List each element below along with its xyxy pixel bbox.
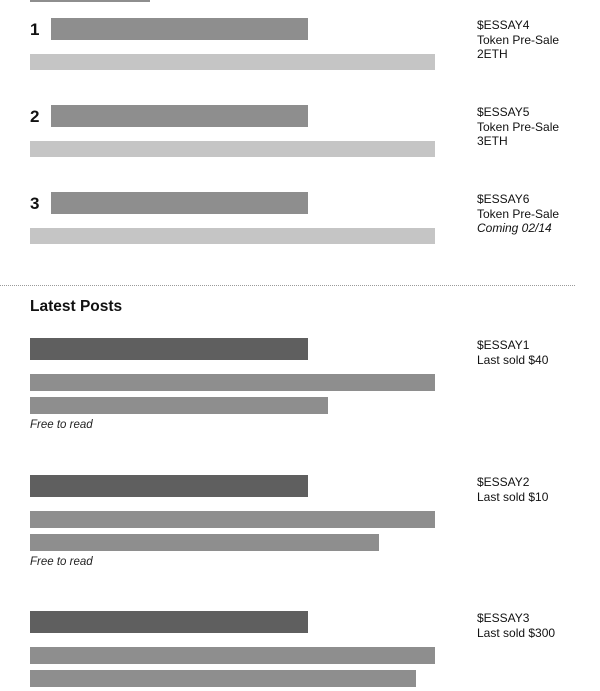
cutoff-heading-fragment bbox=[30, 0, 150, 2]
upcoming-item[interactable] bbox=[0, 192, 600, 272]
sale-type: Token Pre-Sale bbox=[477, 32, 560, 47]
post-excerpt-line bbox=[30, 670, 416, 687]
sale-price: 3ETH bbox=[477, 134, 508, 148]
token-info bbox=[477, 192, 559, 236]
title-placeholder-bar[interactable] bbox=[51, 18, 308, 40]
title-placeholder-bar[interactable] bbox=[51, 192, 308, 214]
token-name: $ESSAY2 bbox=[477, 475, 530, 489]
free-to-read-label: Free to read bbox=[30, 419, 93, 431]
token-name: $ESSAY1 bbox=[477, 338, 530, 352]
post-excerpt-line bbox=[30, 511, 435, 528]
post-title-placeholder-bar[interactable] bbox=[30, 611, 308, 633]
post-excerpt-line bbox=[30, 397, 328, 414]
sale-price: 2ETH bbox=[477, 47, 508, 61]
token-name: $ESSAY3 bbox=[477, 611, 530, 625]
sale-type: Token Pre-Sale bbox=[477, 206, 560, 221]
post-item[interactable] bbox=[0, 338, 600, 448]
title-placeholder-bar[interactable] bbox=[51, 105, 308, 127]
coming-date: Coming 02/14 bbox=[477, 221, 552, 235]
last-sold-price: Last sold $300 bbox=[477, 625, 556, 640]
post-excerpt-line bbox=[30, 647, 435, 664]
post-title-placeholder-bar[interactable] bbox=[30, 338, 308, 360]
token-name: $ESSAY5 bbox=[477, 105, 530, 119]
token-info bbox=[477, 475, 548, 504]
token-info bbox=[477, 338, 548, 367]
sale-type: Token Pre-Sale bbox=[477, 119, 560, 134]
token-info bbox=[477, 611, 555, 640]
rank-number: 2 bbox=[30, 107, 40, 126]
upcoming-item[interactable] bbox=[0, 18, 600, 98]
post-excerpt-line bbox=[30, 534, 379, 551]
post-title-placeholder-bar[interactable] bbox=[30, 475, 308, 497]
upcoming-item[interactable] bbox=[0, 105, 600, 185]
post-item[interactable] bbox=[0, 611, 600, 691]
free-to-read-label: Free to read bbox=[30, 556, 93, 568]
description-placeholder-bar bbox=[30, 141, 435, 157]
rank-number: 3 bbox=[30, 194, 40, 213]
section-divider bbox=[0, 285, 575, 286]
post-item[interactable] bbox=[0, 475, 600, 585]
token-name: $ESSAY6 bbox=[477, 192, 530, 206]
last-sold-price: Last sold $40 bbox=[477, 352, 549, 367]
token-info bbox=[477, 105, 559, 149]
post-excerpt-line bbox=[30, 374, 435, 391]
token-name: $ESSAY4 bbox=[477, 18, 530, 32]
description-placeholder-bar bbox=[30, 54, 435, 70]
description-placeholder-bar bbox=[30, 228, 435, 244]
rank-number: 1 bbox=[30, 20, 40, 39]
latest-posts-heading: Latest Posts bbox=[30, 298, 123, 315]
last-sold-price: Last sold $10 bbox=[477, 489, 549, 504]
token-info bbox=[477, 18, 559, 62]
